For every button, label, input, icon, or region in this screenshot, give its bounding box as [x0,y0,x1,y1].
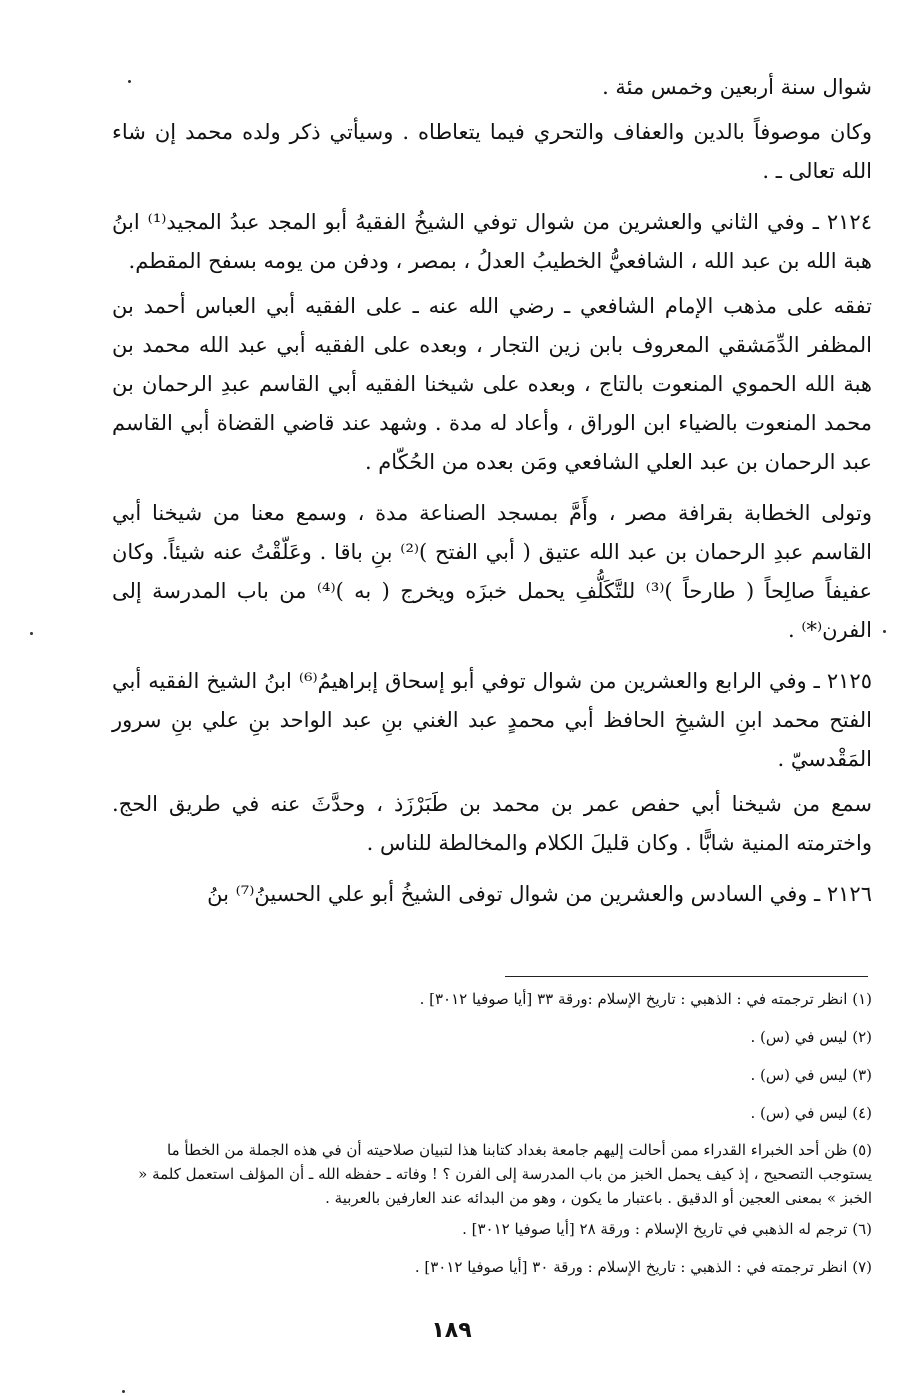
footnote-separator [505,976,868,977]
main-text [112,68,872,926]
entry-2126-heading: ٢١٢٦ ـ وفي السادس والعشرين من شوال توفى الشيخُ أبو علي الحسينُ⁽⁷⁾ بنُ [207,882,872,906]
footnote-7: (٧) انظر ترجمته في : الذهبي : تاريخ الإسلام : ورقة ٣٠ [أيا صوفيا ٣٠١٢] . [414,1258,872,1276]
footnote-2: (٢) ليس في (س) . [750,1028,872,1046]
scan-speck [30,632,33,635]
scan-speck [883,630,886,633]
footnote-3: (٣) ليس في (س) . [750,1066,872,1084]
entry-2125-paragraph-1: سمع من شيخنا أبي حفص عمر بن محمد بن طَبَرْزَذ ، وحدَّثَ عنه في طريق الحج. واخترمته المنية شابًّا . وكان قليلَ الكلام والمخالطة للناس . [112,792,872,855]
entry-2125-heading: ٢١٢٥ ـ وفي الرابع والعشرين من شوال توفي أبو إسحاق إبراهيمُ⁽⁶⁾ ابنُ الشيخ الفقيه أبي الفتح محمد ابنِ الشيخِ الحافظ أبي محمدٍ عبد الغني بنِ عبد الواحد بنِ علي بنِ سرور المَقْدسيّ . [112,669,872,771]
entry-2124-paragraph-2: وتولى الخطابة بقرافة مصر ، وأَمَّ بمسجد الصناعة مدة ، وسمع معنا من شيخنا أبي القاسم عبدِ الرحمان بن عبد الله عتيق ( أبي الفتح )⁽²⁾ بنِ باقا . وعَلّقْتُ عنه شيئاً. وكان عفيفاً صالِحاً ( طارحاً )⁽³⁾ للتَّكَلُّفِ يحمل خبزَه ويخرج ( به )⁽⁴⁾ من باب المدرسة إلى الفرن⁽*⁾ . [112,501,873,642]
footnotes [112,986,872,1292]
intro-paragraph: وكان موصوفاً بالدين والعفاف والتحري فيما يتعاطاه . وسيأتي ذكر ولده محمد إن شاء الله تعالى ـ . [112,120,872,183]
entry-2124-heading: ٢١٢٤ ـ وفي الثاني والعشرين من شوال توفي الشيخُ الفقيهُ أبو المجد عبدُ المجيد⁽¹⁾ ابنُ هبة الله بن عبد الله ، الشافعيُّ الخطيبُ العدلُ ، بمصر ، ودفن من يومه بسفح المقطم. [112,210,872,273]
intro-line: شوال سنة أربعين وخمس مئة . [602,75,872,99]
page-number: ١٨٩ [431,1318,472,1343]
entry-2124-paragraph-1: تفقه على مذهب الإمام الشافعي ـ رضي الله عنه ـ على الفقيه أبي العباس أحمد بن المظفر الدِّمَشقي المعروف بابن زين التجار ، وبعده على الفقيه أبي عبد الله محمد بن هبة الله الحموي المنعوت بالتاج ، وبعده على شيخنا الفقيه أبي القاسم عبدِ الرحمان بن محمد المنعوت بالضياء ابن الوراق ، وأعاد له مدة . وشهد عند قاضي القضاة أبي القاسم عبد الرحمان بن عبد العلي الشافعي ومَن بعده من الحُكّام . [112,294,872,474]
footnote-6: (٦) ترجم له الذهبي في تاريخ الإسلام : ورقة ٢٨ [أيا صوفيا ٣٠١٢] . [462,1220,872,1238]
footnote-5: (٥) ظن أحد الخبراء القدراء ممن أحالت إليهم جامعة بغداد كتابنا هذا لتبيان صلاحيته أن في هذه الجملة من الخطأ ما يستوجب التصحيح ، إذ كيف يحمل الخبز من باب المدرسة إلى الفرن ؟ ! وفاته ـ حفظه الله ـ أن المؤلف استعمل كلمة « الخبز » بمعنى العجين أو الدقيق . باعتبار ما يكون ، وهو من البدائه عند العارفين بالعربية . [138,1141,872,1207]
footnote-4: (٤) ليس في (س) . [750,1104,872,1122]
scan-speck [122,1390,125,1393]
footnote-1: (١) انظر ترجمته في : الذهبي : تاريخ الإسلام :ورقة ٣٣ [أيا صوفيا ٣٠١٢] . [419,990,872,1008]
